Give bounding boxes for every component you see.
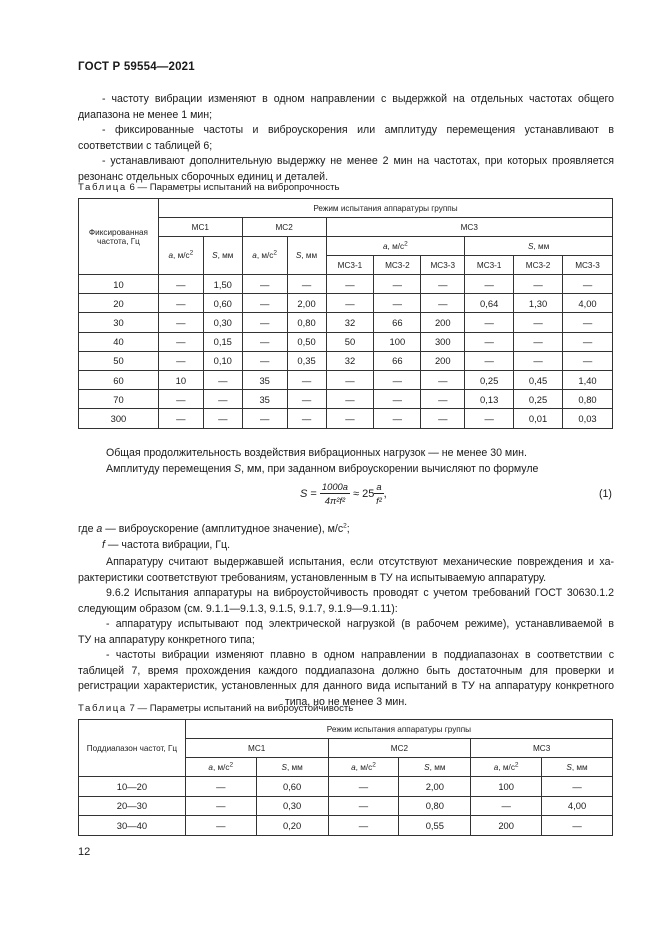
table-cell: — bbox=[421, 275, 465, 294]
caption-word: Таблица bbox=[78, 182, 127, 193]
table-cell: 0,50 bbox=[287, 332, 326, 351]
text-line: где a — виброускорение (амплитудное значение), $м/с^2$; bbox=[78, 522, 350, 535]
table-cell: 0,80 bbox=[287, 313, 326, 332]
table-cell: 2,00 bbox=[399, 777, 471, 797]
table-cell: — bbox=[242, 351, 287, 370]
table-cell: — bbox=[158, 351, 203, 370]
table-cell: — bbox=[514, 332, 563, 351]
page-number: 12 bbox=[78, 846, 91, 858]
table-row bbox=[79, 332, 613, 351]
text-line: следующим образом (см. 9.1.1—9.1.3, 9.1.5, 9.1.7, 9.1.9—9.1.11): bbox=[78, 602, 398, 615]
table-cell: — bbox=[158, 390, 203, 409]
table-cell: — bbox=[374, 294, 421, 313]
table-cell: — bbox=[563, 275, 613, 294]
table-row bbox=[79, 294, 613, 313]
col-header-a: a, $м/с^2$ bbox=[242, 237, 287, 275]
table-cell: — bbox=[185, 777, 256, 797]
table-cell: — bbox=[421, 390, 465, 409]
text-line: - частоты вибрации изменяют плавно в одном направлении в поддиапазонах в соответствии с bbox=[106, 649, 614, 661]
table-row bbox=[79, 796, 613, 816]
subgroup-header: МС3-1 bbox=[465, 256, 514, 275]
text-line: ТУ на аппаратуру конкретного типа; bbox=[78, 633, 255, 646]
table-cell: — bbox=[158, 332, 203, 351]
table-cell: 0,25 bbox=[514, 390, 563, 409]
table-cell: — bbox=[374, 275, 421, 294]
group-header: МС1 bbox=[158, 218, 242, 237]
table-cell: 20 bbox=[79, 294, 159, 313]
text-line: - частоту вибрации изменяют в одном направлении с выдержкой на отдельных частотах общего bbox=[102, 93, 614, 105]
subgroup-header: МС3-1 bbox=[326, 256, 374, 275]
table-cell: — bbox=[328, 777, 399, 797]
table-cell: 200 bbox=[421, 351, 465, 370]
table-row bbox=[79, 313, 613, 332]
table-cell: 0,55 bbox=[399, 816, 471, 836]
table-cell: 32 bbox=[326, 313, 374, 332]
table-cell: 100 bbox=[471, 777, 542, 797]
text-line: - фиксированные частоты и виброускорения или амплитуду перемещения устанавливают в bbox=[102, 124, 614, 136]
group-header: МС1 bbox=[185, 739, 328, 758]
table-row bbox=[79, 816, 613, 836]
table-cell: — bbox=[242, 275, 287, 294]
table-cell: — bbox=[326, 409, 374, 428]
text-line: резонанс отдельных сборочных единиц и деталей. bbox=[78, 170, 329, 183]
table-cell: 50 bbox=[79, 351, 159, 370]
formula-fraction-1: $\frac{1000a}{\text{4π²f²}}$ bbox=[321, 481, 348, 506]
text-line: Общая продолжительность воздействия вибрационных нагрузок — не менее 30 мин. bbox=[106, 447, 527, 459]
col-header-s: S, мм bbox=[203, 237, 242, 275]
text-line: 9.6.2 Испытания аппаратуры на виброустойчивость проводят с учетом требований ГОСТ 30630.1.2 bbox=[106, 587, 614, 599]
table-cell: 30 bbox=[79, 313, 159, 332]
table-cell: — bbox=[465, 313, 514, 332]
duration-paragraph bbox=[78, 446, 614, 477]
table-cell: — bbox=[465, 332, 514, 351]
text-line: Аппаратуру считают выдержавшей испытания, если отсутствуют механические повреждения и ха- bbox=[106, 556, 614, 568]
table-cell: — bbox=[514, 275, 563, 294]
col-header-frequency: Фиксированная частота, Гц bbox=[79, 199, 159, 275]
text-line: Амплитуду перемещения S, мм, при заданном виброускорении вычисляют по формуле bbox=[106, 462, 539, 475]
table-cell: 0,30 bbox=[256, 796, 328, 816]
table-cell: — bbox=[421, 370, 465, 389]
table-cell: 100 bbox=[374, 332, 421, 351]
table6-body bbox=[79, 275, 613, 429]
col-header-s: S, мм bbox=[256, 758, 328, 777]
table-cell: 0,10 bbox=[203, 351, 242, 370]
table-cell: 4,00 bbox=[563, 294, 613, 313]
subgroup-header: МС3-2 bbox=[374, 256, 421, 275]
mode-header: Режим испытания аппаратуры группы bbox=[158, 199, 612, 218]
table-cell: — bbox=[158, 313, 203, 332]
table-cell: — bbox=[326, 294, 374, 313]
table-cell: 1,30 bbox=[514, 294, 563, 313]
group-header: МС3 bbox=[471, 739, 613, 758]
table-cell: 0,03 bbox=[563, 409, 613, 428]
table-cell: 0,60 bbox=[256, 777, 328, 797]
col-header-frequency: Поддиапазон частот, Гц bbox=[79, 720, 186, 777]
formula-fraction-2: $\frac{a}{\text{f²}}$ bbox=[376, 481, 382, 506]
subgroup-header: МС3-3 bbox=[421, 256, 465, 275]
table-cell: — bbox=[203, 409, 242, 428]
table-cell: 60 bbox=[79, 370, 159, 389]
table-cell: 1,40 bbox=[563, 370, 613, 389]
table-cell: — bbox=[465, 409, 514, 428]
col-header-s: S, мм bbox=[399, 758, 471, 777]
caption-text: 6 — Параметры испытаний на вибропрочность bbox=[126, 182, 340, 193]
col-header-a: a, $м/с^2$ bbox=[158, 237, 203, 275]
caption-text: 7 — Параметры испытаний на виброустойчивость bbox=[126, 703, 354, 714]
table-cell: — bbox=[563, 332, 613, 351]
table-cell: 0,60 bbox=[203, 294, 242, 313]
table-cell: — bbox=[242, 332, 287, 351]
table-cell: — bbox=[158, 294, 203, 313]
table-cell: — bbox=[287, 370, 326, 389]
table-cell: 10—20 bbox=[79, 777, 186, 797]
table-cell: — bbox=[542, 816, 613, 836]
subgroup-header: МС3-3 bbox=[563, 256, 613, 275]
formula-comma: , bbox=[383, 487, 387, 500]
table-cell: 0,15 bbox=[203, 332, 242, 351]
text-line: таблицей 7, время прохождения каждого поддиапазона должно быть достаточным для проверки и bbox=[78, 664, 614, 677]
table-cell: 0,20 bbox=[256, 816, 328, 836]
table-cell: 300 bbox=[421, 332, 465, 351]
text-line: диапазона не менее 1 мин; bbox=[78, 108, 213, 121]
table-row bbox=[79, 370, 613, 389]
table-row bbox=[79, 351, 613, 370]
text-line: типа, но не менее 3 мин. bbox=[284, 695, 408, 708]
text-line: соответствии с таблицей 6; bbox=[78, 139, 213, 152]
table-cell: 4,00 bbox=[542, 796, 613, 816]
table-cell: — bbox=[185, 816, 256, 836]
table-cell: — bbox=[326, 275, 374, 294]
table-cell: — bbox=[203, 370, 242, 389]
col-header-a: a, $м/с^2$ bbox=[185, 758, 256, 777]
table-row bbox=[79, 777, 613, 797]
table-cell: 35 bbox=[242, 390, 287, 409]
table-cell: 30—40 bbox=[79, 816, 186, 836]
table-cell: — bbox=[242, 313, 287, 332]
table-cell: — bbox=[158, 409, 203, 428]
table-cell: — bbox=[563, 313, 613, 332]
formula-approx: ≈ 25 bbox=[349, 487, 375, 500]
table-cell: — bbox=[242, 409, 287, 428]
table-cell: — bbox=[185, 796, 256, 816]
intro-paragraph bbox=[78, 92, 614, 185]
table-cell: 20—30 bbox=[79, 796, 186, 816]
table6-caption bbox=[78, 182, 340, 193]
group-header: МС2 bbox=[328, 739, 471, 758]
table-cell: 66 bbox=[374, 313, 421, 332]
col-header-a: a, $м/с^2$ bbox=[328, 758, 399, 777]
table-cell: — bbox=[287, 409, 326, 428]
table-cell: — bbox=[421, 294, 465, 313]
table-cell: — bbox=[563, 351, 613, 370]
where-block bbox=[78, 522, 614, 553]
table-cell: — bbox=[374, 370, 421, 389]
table-cell: 70 bbox=[79, 390, 159, 409]
table-cell: — bbox=[514, 351, 563, 370]
table6 bbox=[78, 198, 613, 429]
col-header-a: a, $м/с^2$ bbox=[471, 758, 542, 777]
table-cell: — bbox=[328, 796, 399, 816]
table-cell: 300 bbox=[79, 409, 159, 428]
text-line: регистрации характеристик, установленных для данного вида испытаний в ТУ на аппаратуру конкретного bbox=[78, 680, 614, 692]
table-cell: — bbox=[465, 275, 514, 294]
table-cell: 0,80 bbox=[399, 796, 471, 816]
mode-header: Режим испытания аппаратуры группы bbox=[185, 720, 612, 739]
table-cell: — bbox=[374, 409, 421, 428]
table-cell: — bbox=[465, 351, 514, 370]
table-cell: 0,01 bbox=[514, 409, 563, 428]
group-header: МС2 bbox=[242, 218, 326, 237]
table-cell: — bbox=[471, 796, 542, 816]
formula-lhs: S bbox=[300, 487, 308, 500]
table-cell: — bbox=[326, 370, 374, 389]
formula-eq: = bbox=[307, 487, 320, 500]
table7 bbox=[78, 719, 613, 836]
table-cell: — bbox=[203, 390, 242, 409]
text-line: - аппаратуру испытывают под электрической нагрузкой (в рабочем режиме), устанавливаемой в bbox=[106, 618, 614, 630]
table-cell: 10 bbox=[158, 370, 203, 389]
equation-number: (1) bbox=[599, 488, 612, 500]
document-header: ГОСТ Р 59554—2021 bbox=[78, 61, 195, 73]
table-cell: — bbox=[374, 390, 421, 409]
col-header-a: a, $м/с^2$ bbox=[326, 237, 465, 256]
table-cell: — bbox=[242, 294, 287, 313]
subgroup-header: МС3-2 bbox=[514, 256, 563, 275]
table7-caption bbox=[78, 703, 353, 714]
text-line: f — частота вибрации, Гц. bbox=[102, 538, 231, 551]
table-cell: 66 bbox=[374, 351, 421, 370]
table-cell: 0,30 bbox=[203, 313, 242, 332]
table-cell: 2,00 bbox=[287, 294, 326, 313]
table-cell: — bbox=[326, 390, 374, 409]
group-header: МС3 bbox=[326, 218, 612, 237]
table-cell: — bbox=[421, 409, 465, 428]
table-cell: 10 bbox=[79, 275, 159, 294]
table7-body bbox=[79, 777, 613, 836]
table-row bbox=[79, 390, 613, 409]
table-cell: 50 bbox=[326, 332, 374, 351]
table-row bbox=[79, 275, 613, 294]
caption-word: Таблица bbox=[78, 703, 127, 714]
table-cell: 0,25 bbox=[465, 370, 514, 389]
table-cell: 0,64 bbox=[465, 294, 514, 313]
table-cell: — bbox=[328, 816, 399, 836]
table-cell: 0,35 bbox=[287, 351, 326, 370]
table-row bbox=[79, 409, 613, 428]
table-cell: 40 bbox=[79, 332, 159, 351]
table-cell: 0,13 bbox=[465, 390, 514, 409]
table-cell: 35 bbox=[242, 370, 287, 389]
table-cell: — bbox=[287, 390, 326, 409]
table-cell: — bbox=[514, 313, 563, 332]
table-cell: — bbox=[287, 275, 326, 294]
table-cell: — bbox=[542, 777, 613, 797]
col-header-s: S, мм bbox=[542, 758, 613, 777]
col-header-s: S, мм bbox=[465, 237, 613, 256]
table-cell: 1,50 bbox=[203, 275, 242, 294]
text-line: - устанавливают дополнительную выдержку не менее 2 мин на частотах, при которых проявляется bbox=[102, 155, 614, 167]
table-cell: 200 bbox=[421, 313, 465, 332]
table-cell: 200 bbox=[471, 816, 542, 836]
col-header-s: S, мм bbox=[287, 237, 326, 275]
text-line: рактеристики соответствуют требованиям, установленным в ТУ на испытываемую аппаратуру. bbox=[78, 571, 547, 584]
table-cell: 0,45 bbox=[514, 370, 563, 389]
formula-1 bbox=[300, 481, 420, 513]
table-cell: 32 bbox=[326, 351, 374, 370]
table-cell: — bbox=[158, 275, 203, 294]
table-cell: 0,80 bbox=[563, 390, 613, 409]
body-paragraphs bbox=[78, 555, 614, 710]
